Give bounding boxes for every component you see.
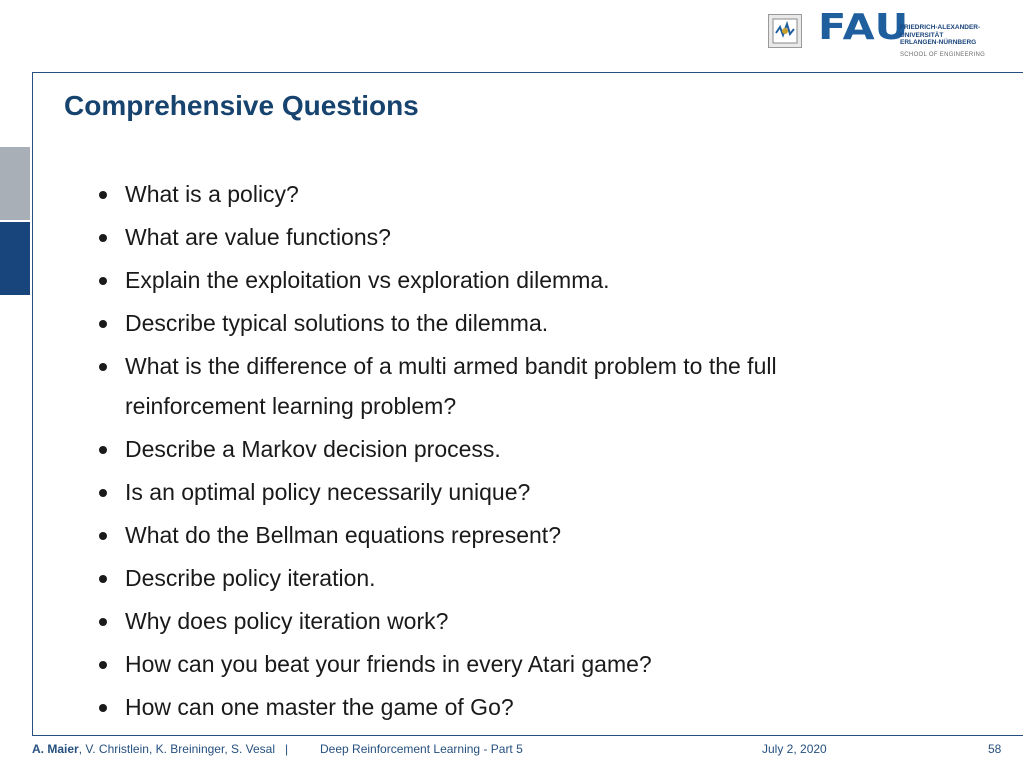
slide-title: Comprehensive Questions: [64, 90, 419, 121]
question-item: [0, 429, 885, 469]
fau-school-label: SCHOOL OF ENGINEERING: [900, 52, 986, 58]
question-text: What are value functions?: [125, 224, 391, 250]
question-item: [0, 303, 885, 343]
question-item: [0, 644, 885, 684]
question-text: What do the Bellman equations represent?: [125, 522, 561, 548]
question-text: Describe policy iteration.: [125, 565, 376, 591]
question-item: [0, 687, 885, 727]
bullet-icon: [99, 532, 107, 540]
fau-logo-line-1: FRIEDRICH-ALEXANDER-: [900, 24, 981, 31]
footer-other-authors: , V. Christlein, K. Breininger, S. Vesal: [78, 742, 276, 756]
question-item: [0, 346, 885, 426]
question-item: [0, 515, 885, 555]
footer-separator: |: [285, 742, 289, 756]
question-text: Explain the exploitation vs exploration dilemma.: [125, 267, 610, 293]
question-text: Is an optimal policy necessarily unique?: [125, 479, 531, 505]
bullet-icon: [99, 320, 107, 328]
bullet-icon: [99, 704, 107, 712]
fau-logo-line-3: ERLANGEN-NÜRNBERG: [900, 39, 977, 46]
question-text: Describe typical solutions to the dilemma.: [125, 310, 549, 336]
bullet-icon: [99, 575, 107, 583]
bullet-icon: [99, 191, 107, 199]
question-list: [0, 174, 1000, 730]
question-item: [0, 601, 885, 641]
bullet-icon: [99, 618, 107, 626]
footer-lecture-title: Deep Reinforcement Learning - Part 5: [320, 742, 523, 756]
footer-authors: [32, 742, 288, 756]
question-item: [0, 174, 885, 214]
question-text: How can you beat your friends in every Atari game?: [125, 651, 652, 677]
footer-page-number: 58: [988, 742, 1002, 756]
question-text: Describe a Markov decision process.: [125, 436, 501, 462]
question-text: What is a policy?: [125, 181, 299, 207]
question-item: [0, 472, 885, 512]
lab-logo-icon: [768, 14, 802, 48]
question-item: [0, 260, 885, 300]
footer-lead-author: A. Maier: [32, 742, 79, 756]
bullet-icon: [99, 277, 107, 285]
slide-footer: [32, 742, 1012, 758]
footer-date: July 2, 2020: [762, 742, 827, 756]
bullet-icon: [99, 661, 107, 669]
bullet-icon: [99, 363, 107, 371]
question-text: What is the difference of a multi armed bandit problem to the full reinforcement learning problem?: [125, 353, 777, 419]
fau-logo-mark: FAU: [818, 7, 910, 48]
bullet-icon: [99, 489, 107, 497]
question-item: [0, 217, 885, 257]
lab-logo-graphic: [769, 15, 801, 47]
fau-logo-text: [900, 24, 980, 47]
bullet-icon: [99, 446, 107, 454]
question-item: [0, 558, 885, 598]
question-text: Why does policy iteration work?: [125, 608, 449, 634]
fau-logo-line-2: UNIVERSITÄT: [900, 31, 944, 39]
bullet-icon: [99, 234, 107, 242]
question-text: How can one master the game of Go?: [125, 694, 514, 720]
